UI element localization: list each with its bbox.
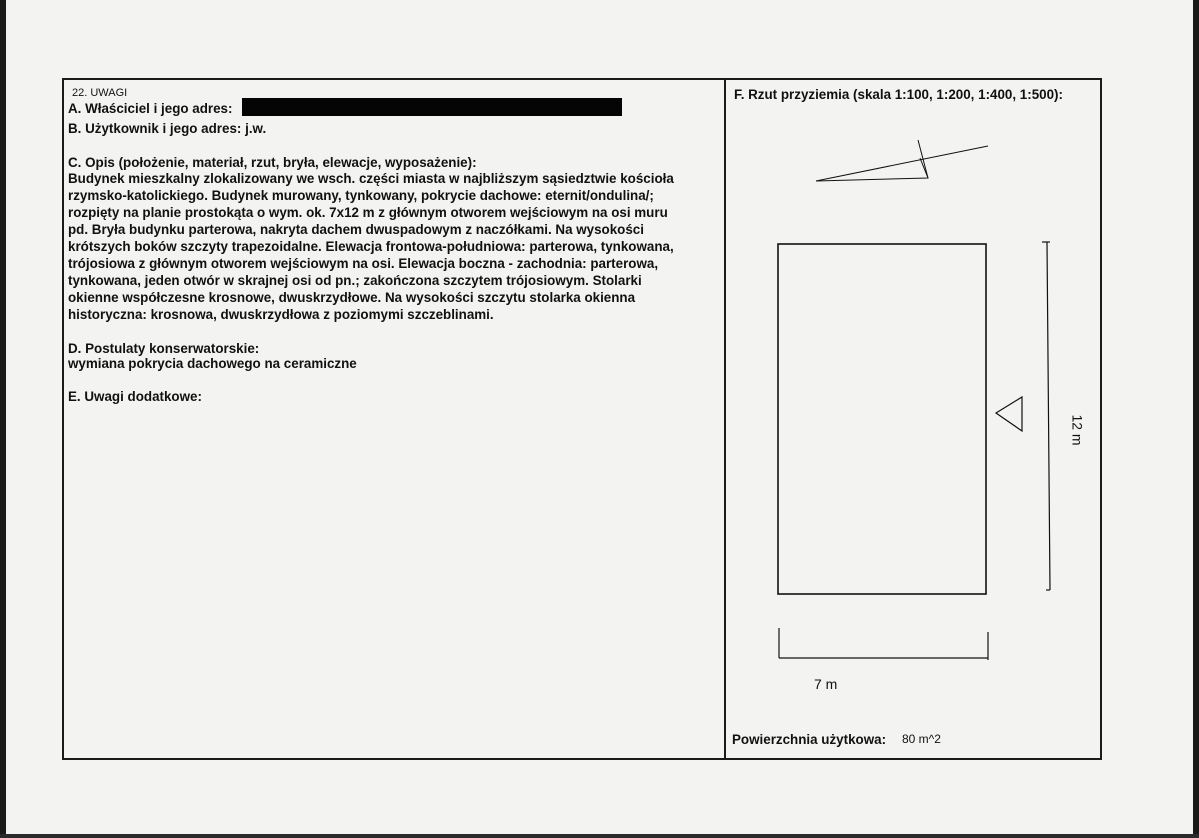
description-line: rzymsko-katolickiego. Budynek murowany, tynkowany, pokrycie dachowe: eternit/ondulina/; [68,188,654,203]
usable-area-value: 80 m^2 [902,732,941,746]
length-dimension-label: 12 m [1069,414,1086,446]
usable-area-label: Powierzchnia użytkowa: [732,732,887,747]
user-label: B. Użytkownik i jego adres: j.w. [68,121,267,136]
description-line: historyczna: krosnowa, dwuskrzydłowa z poziomymi szczeblinami. [68,307,494,322]
postulates-label: D. Postulaty konserwatorskie: [68,341,260,356]
north-arrow-icon [816,140,988,181]
description-label: C. Opis (położenie, materiał, rzut, bryła, elewacje, wyposażenie): [68,155,477,170]
entrance-marker-icon [996,397,1022,431]
description-line: tynkowana, jeden otwór w skrajnej osi od pn.; zakończona szczytem trójosiowym. Stolarki [68,273,642,288]
description-line: krótszych boków szczyty trapezoidalne. Elewacja frontowa-południowa: parterowa, tynkowana, [68,239,674,254]
section-header: 22. UWAGI [72,87,128,99]
remarks-label: E. Uwagi dodatkowe: [68,389,202,404]
floor-plan-title: F. Rzut przyziemia (skala 1:100, 1:200, 1:400, 1:500): [734,87,1063,102]
width-dimension-line [779,628,988,660]
description-line: trójosiowa z głównym otworem wejściowym na osi. Elewacja boczna - zachodnia: parterowa, [68,256,659,271]
owner-label: A. Właściciel i jego adres: [68,101,233,116]
description-line: okienne współczesne krosnowe, dwuskrzydłowe. Na wysokości szczytu stolarka okienna [68,290,636,305]
building-outline [778,244,986,594]
postulates-text: wymiana pokrycia dachowego na ceramiczne [68,356,357,371]
width-dimension-label: 7 m [814,676,838,692]
length-dimension-line [1042,242,1050,590]
description-line: rozpięty na planie prostokąta o wym. ok. 7x12 m z głównym otworem wejściowym na osi muru [68,205,668,220]
description-line: pd. Bryła budynku parterowa, nakryta dachem dwuspadowym z naczółkami. Na wysokości [68,222,644,237]
description-line: Budynek mieszkalny zlokalizowany we wsch. części miasta w najbliższym sąsiedztwie kościoła [68,171,674,186]
